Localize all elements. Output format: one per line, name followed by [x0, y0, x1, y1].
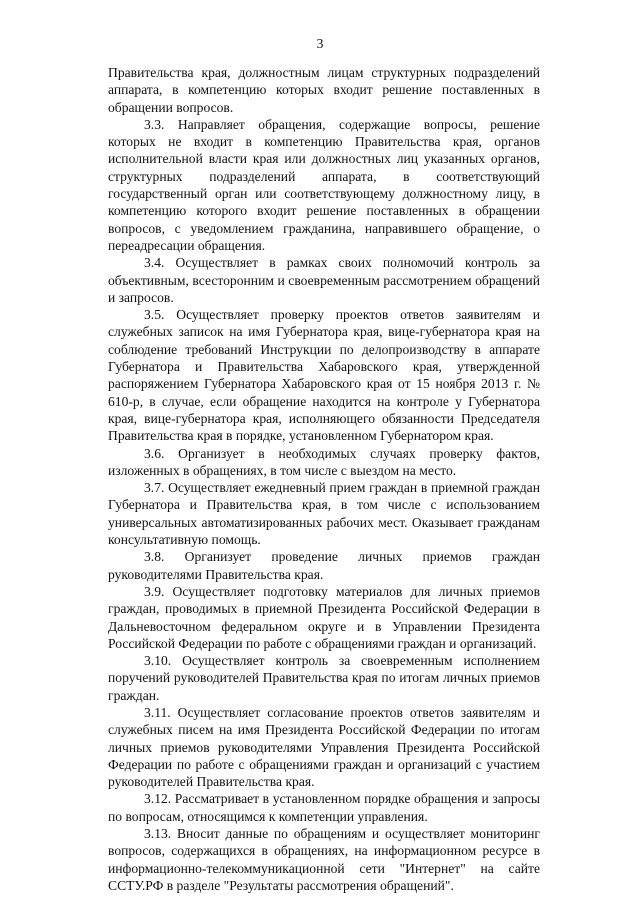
paragraph-3-5: 3.5. Осуществляет проверку проектов ответов заявителям и служебных записок на имя Губернатора края, вице-губернатора края на соблюдение требований Инструкции по делопроизводству в аппарате Губернатора и Правительства Хабаровского края, утвержденной распоряжением Губернатора Хабаровского края от 15 ноября 2013 г. № 610-р, в случае, если обращение находится на контроле у Губернатора края, вице-губернатора края, исполняющего обязанности Председателя Правительства края в порядке, установленном Губернатором края. [108, 307, 540, 444]
paragraph-3-11: 3.11. Осуществляет согласование проектов ответов заявителям и служебных писем на имя Президента Российской Федерации по итогам личных приемов руководителями Управления Президента Российской Федерации по работе с обращениями граждан и организаций с участием руководителей Правительства края. [108, 704, 540, 790]
paragraph-3-8: 3.8. Организует проведение личных приемов граждан руководителями Правительства края. [108, 549, 540, 582]
paragraph-3-6: 3.6. Организует в необходимых случаях проверку фактов, изложенных в обращениях, в том числе с выездом на место. [108, 445, 540, 478]
document-body [108, 64, 540, 894]
paragraph-3-3: 3.3. Направляет обращения, содержащие вопросы, решение которых не входит в компетенцию Правительства края, органов исполнительной власти края или должностных лиц указанных органов, структурных подразделений аппарата, в соответствующий государственный орган или соответствующему должностному лицу, в компетенцию которого входит решение поставленных в обращении вопросов, с уведомлением гражданина, направившего обращение, о переадресации обращения. [108, 116, 540, 253]
paragraph-3-12: 3.12. Рассматривает в установленном порядке обращения и запросы по вопросам, относящимся к компетенции управления. [108, 791, 540, 824]
paragraph-continuation: Правительства края, должностным лицам структурных подразделений аппарата, в компетенцию которых входит решение поставленных в обращении вопросов. [108, 65, 540, 115]
paragraph-3-10: 3.10. Осуществляет контроль за своевременным исполнением поручений руководителей Правительства края по итогам личных приемов граждан. [108, 653, 540, 703]
page-number: 3 [316, 36, 324, 51]
paragraph-3-13: 3.13. Вносит данные по обращениям и осуществляет мониторинг вопросов, содержащихся в обращениях, на информационном ресурсе в информационно-телекоммуникационной сети "Интернет" на сайте ССТУ.РФ в разделе "Результаты рассмотрения обращений". [108, 826, 540, 893]
paragraph-3-7: 3.7. Осуществляет ежедневный прием граждан в приемной граждан Губернатора и Правительства края, в том числе с использованием универсальных автоматизированных рабочих мест. Оказывает гражданам консультативную помощь. [108, 480, 540, 548]
paragraph-3-4: 3.4. Осуществляет в рамках своих полномочий контроль за объективным, всесторонним и своевременным рассмотрением обращений и запросов. [108, 255, 540, 305]
paragraph-3-9: 3.9. Осуществляет подготовку материалов для личных приемов граждан, проводимых в приемной Президента Российской Федерации в Дальневосточном федеральном округе и в Управлении Президента Российской Федерации по работе с обращениями граждан и организаций. [108, 583, 540, 651]
